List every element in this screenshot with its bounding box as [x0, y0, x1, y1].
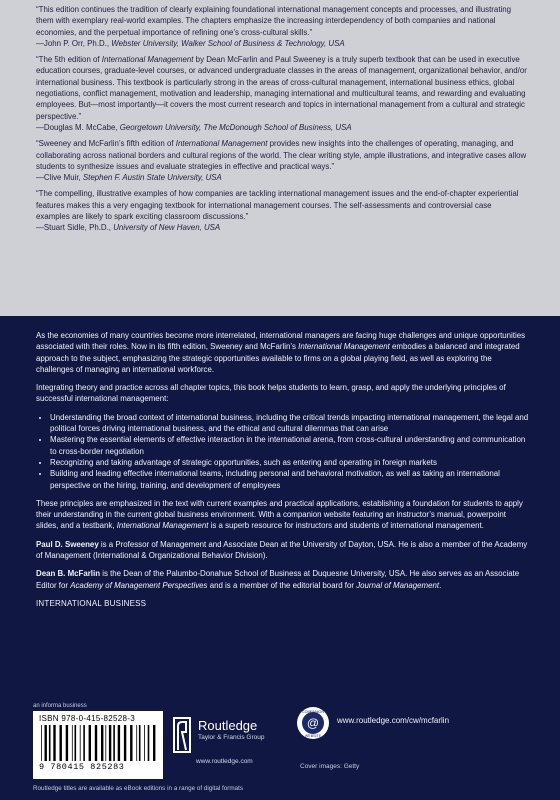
routledge-logo-icon: [172, 716, 194, 756]
barcode-bar: [148, 725, 150, 761]
companion-website-badge: [296, 706, 330, 740]
quote-text-segment: by Dean McFarlin and Paul Sweeney is a truly superb textbook that can be used in executive education courses, graduate-level courses, or advanced undergraduate classes in the areas of management, organizational behavior, and/or international business. This textbook is particularly strong in the areas of cross-cultural management, international business ethics, global negotiations, conflict management, motivation and leadership, managing international and multicultural teams, and rewarding and evaluating employees. But—most importantly—it covers the most current research and topics in international management from a cultural and strategic perspective.”: [36, 55, 527, 121]
barcode-bar: [101, 725, 103, 761]
publisher-logo: [172, 714, 282, 770]
author-bio: [36, 568, 530, 591]
book-title-inline: International Management: [116, 521, 209, 531]
badge-bottom-label: WEBSITE: [304, 734, 322, 738]
barcode-bar: [72, 725, 73, 761]
book-title-inline: International Management: [298, 342, 390, 352]
barcode-bar: [89, 725, 91, 761]
barcode-bar: [45, 725, 47, 761]
badge-top-label: COMPANION: [302, 710, 324, 714]
quote-text: [36, 4, 527, 38]
companion-website-url[interactable]: www.routledge.com/cw/mcfarlin: [337, 716, 450, 725]
author-bio-text: and is a member of the editorial board for: [207, 580, 357, 590]
barcode-bar: [60, 725, 62, 761]
quote-book-title: International Management: [175, 139, 268, 149]
isbn-label: ISBN 978-0-415-82528-3: [39, 714, 135, 723]
closing-paragraph: [36, 498, 530, 532]
closing-text: These principles are emphasized in the text with current examples and practical applications, establishing a foundation for students to apply their understanding in the current global business environment. With a companion website featuring an instructor’s manual, powerpoint slides, and a testbank,: [36, 498, 523, 531]
barcode-bar: [113, 725, 115, 761]
barcode-bar: [75, 725, 77, 761]
barcode-bar: [144, 725, 145, 761]
barcode-bar: [95, 725, 97, 761]
barcode-bar: [124, 725, 126, 761]
barcode-bar: [105, 725, 106, 761]
principles-list: [36, 412, 530, 491]
journal-name: Journal of Management: [356, 580, 440, 590]
quote-book-title: International Management: [101, 55, 194, 65]
quote-attribution: [36, 122, 527, 133]
isbn-barcode-box: [33, 711, 163, 779]
review-quote: [36, 138, 527, 183]
informa-label: an informa business: [33, 703, 87, 709]
review-quote: [36, 188, 527, 233]
quote-text-segment: “The 5th edition of: [36, 55, 102, 65]
journal-name: Academy of Management Perspectives: [70, 580, 208, 590]
list-item: • Building and leading effective international teams, including personal and behavioral motivation, as well as taking an international perspective on the hiring, training, and development of employees: [50, 468, 530, 491]
review-quote: [36, 4, 527, 49]
barcode-bar: [153, 725, 155, 761]
publisher-website: www.routledge.com: [196, 758, 253, 765]
author-bio-text: .: [439, 580, 442, 590]
barcode-bar: [118, 725, 120, 761]
intro-text: embodies a balanced and integrated approach to the subject, emphasizing the strategic opportunities available to firms on a global playing field, as well as exploring the challenges of managing an international workforce.: [36, 342, 520, 374]
barcode-bar: [139, 725, 141, 761]
intro-paragraph: [36, 330, 530, 375]
author-bio-text: is a Professor of Management and Associate Dean at the University of Dayton, USA. He is also a member of the Academy of Management (International & Organizational Behavior Division).: [36, 539, 528, 561]
ebook-note: Routledge titles are available as eBook editions in a range of digital formats: [33, 785, 244, 792]
quote-text-segment: provides new insights into the challenges of operating, managing, and collaborating across national borders and cultural regions of the world. The clear writing style, ample illustrations, and integrative cases allow students to synthesize issues and evaluate strategies in effective and practical ways.”: [36, 139, 527, 171]
quote-text-segment: “The compelling, illustrative examples of how companies are tackling international management issues and the end-of-chapter experiential features makes this a very engaging textbook for international management courses. The self-assessments and controversial case examples are likely to spark exciting classroom discussions.”: [36, 189, 519, 222]
closing-text: is a superb resource for instructors and students of international management.: [208, 521, 484, 531]
quote-text-segment: “Sweeney and McFarlin’s fifth edition of: [36, 139, 176, 149]
author-bio: [36, 539, 530, 562]
barcode-bar: [109, 725, 111, 761]
book-description: [36, 330, 530, 609]
attribution-institution: Georgetown University, The McDonough School of Business, USA: [119, 122, 352, 132]
review-quotes-panel: [0, 0, 560, 316]
author-name: Dean B. McFarlin: [36, 569, 101, 579]
attribution-name: —Douglas M. McCabe,: [36, 122, 120, 132]
quote-text: [36, 54, 527, 122]
attribution-name: —John P. Orr, Ph.D.,: [36, 38, 112, 48]
author-name: Paul D. Sweeney: [36, 539, 99, 549]
attribution-institution: Webster University, Walker School of Business & Technology, USA: [111, 38, 345, 48]
list-item: • Recognizing and taking advantage of strategic opportunities, such as entering and operating in foreign markets: [50, 457, 530, 468]
attribution-institution: University of New Haven, USA: [113, 223, 221, 233]
list-item: • Mastering the essential elements of effective interaction in the international arena, from cross-cultural understanding and communication to cross-border negotiation: [50, 434, 530, 457]
quote-text: [36, 188, 527, 222]
attribution-name: —Clive Muir,: [36, 173, 83, 183]
list-item: • Understanding the broad context of international business, including the critical trends impacting international management, the legal and political forces driving international business, and the ethical and cultural dilemmas that can arise: [50, 412, 530, 435]
quote-attribution: [36, 222, 527, 233]
intro-paragraph: Integrating theory and practice across all chapter topics, this book helps students to learn, grasp, and apply the underlying principles of successful international management:: [36, 383, 506, 404]
publisher-name: Routledge: [198, 718, 258, 733]
attribution-name: —Stuart Sidle, Ph.D.,: [36, 223, 114, 233]
publisher-group: Taylor & Francis Group: [198, 734, 265, 741]
barcode-bar: [66, 725, 68, 761]
at-sign-icon: @: [306, 716, 320, 730]
subject-category: INTERNATIONAL BUSINESS: [36, 598, 147, 608]
quote-attribution: [36, 38, 527, 49]
barcode-bar: [136, 725, 137, 761]
quote-text-segment: “This edition continues the tradition of clearly explaining foundational international management concepts and processes, and illustrating them with exemplary real-world examples. The chapters emphasize the increasing interdependency of both companies and national economies, and the perpetual importance of refining one’s cross-cultural skills.”: [36, 5, 512, 37]
barcode-icon: [39, 725, 157, 761]
intro-text: As the economies of many countries become more interrelated, international managers are facing huge challenges and unique opportunities associated with their roles. Now in its fifth edition, Sweeney and McFarlin’s: [36, 331, 526, 352]
attribution-institution: Stephen F. Austin State University, USA: [82, 173, 222, 183]
barcode-digits: 9 780415 825283: [39, 762, 125, 772]
quote-attribution: [36, 172, 527, 183]
barcode-bar: [49, 725, 51, 761]
barcode-bar: [41, 725, 42, 761]
barcode-bar: [130, 725, 132, 761]
cover-image-credit: Cover images: Getty: [300, 763, 360, 770]
review-quote: [36, 54, 527, 133]
author-bio-text: is the Dean of the Palumbo-Donahue School of Business at Duquesne University, USA. He also serves as an Associate Editor for: [36, 569, 520, 590]
barcode-bar: [53, 725, 55, 761]
barcode-bar: [83, 725, 85, 761]
quote-text: [36, 138, 527, 172]
barcode-bar: [80, 725, 81, 761]
